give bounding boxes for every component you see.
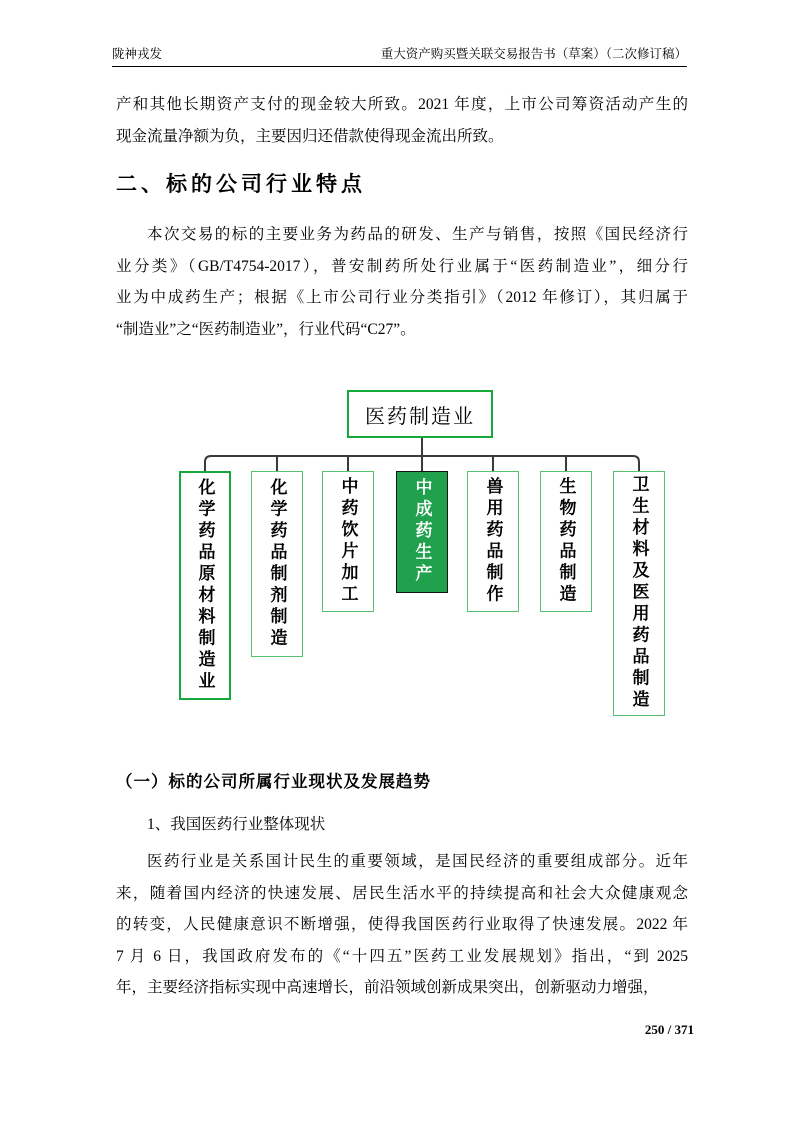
paragraph-line: 业分类》（GB/T4754-2017），普安制药所处行业属于“医药制造业”，细分行 — [116, 257, 688, 275]
diagram-node-tcm-patent-medicine-highlighted: 中成药生产 — [396, 471, 448, 593]
paragraph-line: 的转变，人民健康意识不断增强，使得我国医药行业取得了快速发展。2022 年 — [116, 916, 688, 933]
paragraph-line: 本次交易的标的主要业务为药品的研发、生产与销售，按照《国民经济行 — [147, 226, 688, 243]
diagram-node-veterinary-drugs: 兽用药品制作 — [467, 471, 519, 612]
paragraph-line: “制造业”之“医药制造业”，行业代码“C27”。 — [116, 320, 416, 338]
page-number: 250 / 371 — [644, 1022, 694, 1037]
diagram-root-node-pharma-manufacturing: 医药制造业 — [347, 390, 493, 438]
paragraph-line: 医药行业是关系国计民生的重要领域，是国民经济的重要组成部分。近年 — [147, 853, 688, 870]
diagram-node-tcm-decoction-pieces: 中药饮片加工 — [322, 471, 374, 612]
paragraph-industry-classification — [116, 219, 688, 345]
subheading-pharma-industry-overview: 1、我国医药行业整体现状 — [147, 816, 326, 833]
page-header — [112, 46, 687, 67]
diagram-node-chemical-raw-materials: 化学药品原材料制造业 — [179, 471, 231, 700]
paragraph-cash-flow — [116, 89, 688, 152]
paragraph-line: 产和其他长期资产支付的现金较大所致。2021 年度，上市公司筹资活动产生的 — [116, 96, 688, 113]
header-report-title: 重大资产购买暨关联交易报告书（草案）（二次修订稿） — [380, 47, 687, 61]
paragraph-line: 业为中成药生产；根据《上市公司行业分类指引》（2012 年修订），其归属于 — [116, 289, 688, 306]
diagram-node-sanitary-materials: 卫生材料及医用药品制造 — [613, 471, 665, 716]
header-company-name: 陇神戎发 — [112, 47, 163, 61]
paragraph-pharma-industry-overview — [116, 846, 688, 1004]
paragraph-line: 现金流量净额为负，主要因归还借款使得现金流出所致。 — [116, 127, 504, 145]
diagram-node-biological-drugs: 生物药品制造 — [540, 471, 592, 612]
subsection-heading-industry-status-trends: （一）标的公司所属行业现状及发展趋势 — [116, 773, 431, 791]
paragraph-line: 7 月 6 日，我国政府发布的《“十四五”医药工业发展规划》指出，“到 2025 — [116, 947, 688, 965]
paragraph-line: 来，随着国内经济的快速发展、居民生活水平的持续提高和社会大众健康观念 — [116, 884, 688, 902]
section-heading-industry-characteristics: 二、标的公司行业特点 — [116, 173, 366, 196]
paragraph-line: 年，主要经济指标实现中高速增长，前沿领域创新成果突出，创新驱动力增强， — [116, 979, 659, 996]
diagram-node-chemical-preparations: 化学药品制剂制造 — [251, 471, 303, 657]
